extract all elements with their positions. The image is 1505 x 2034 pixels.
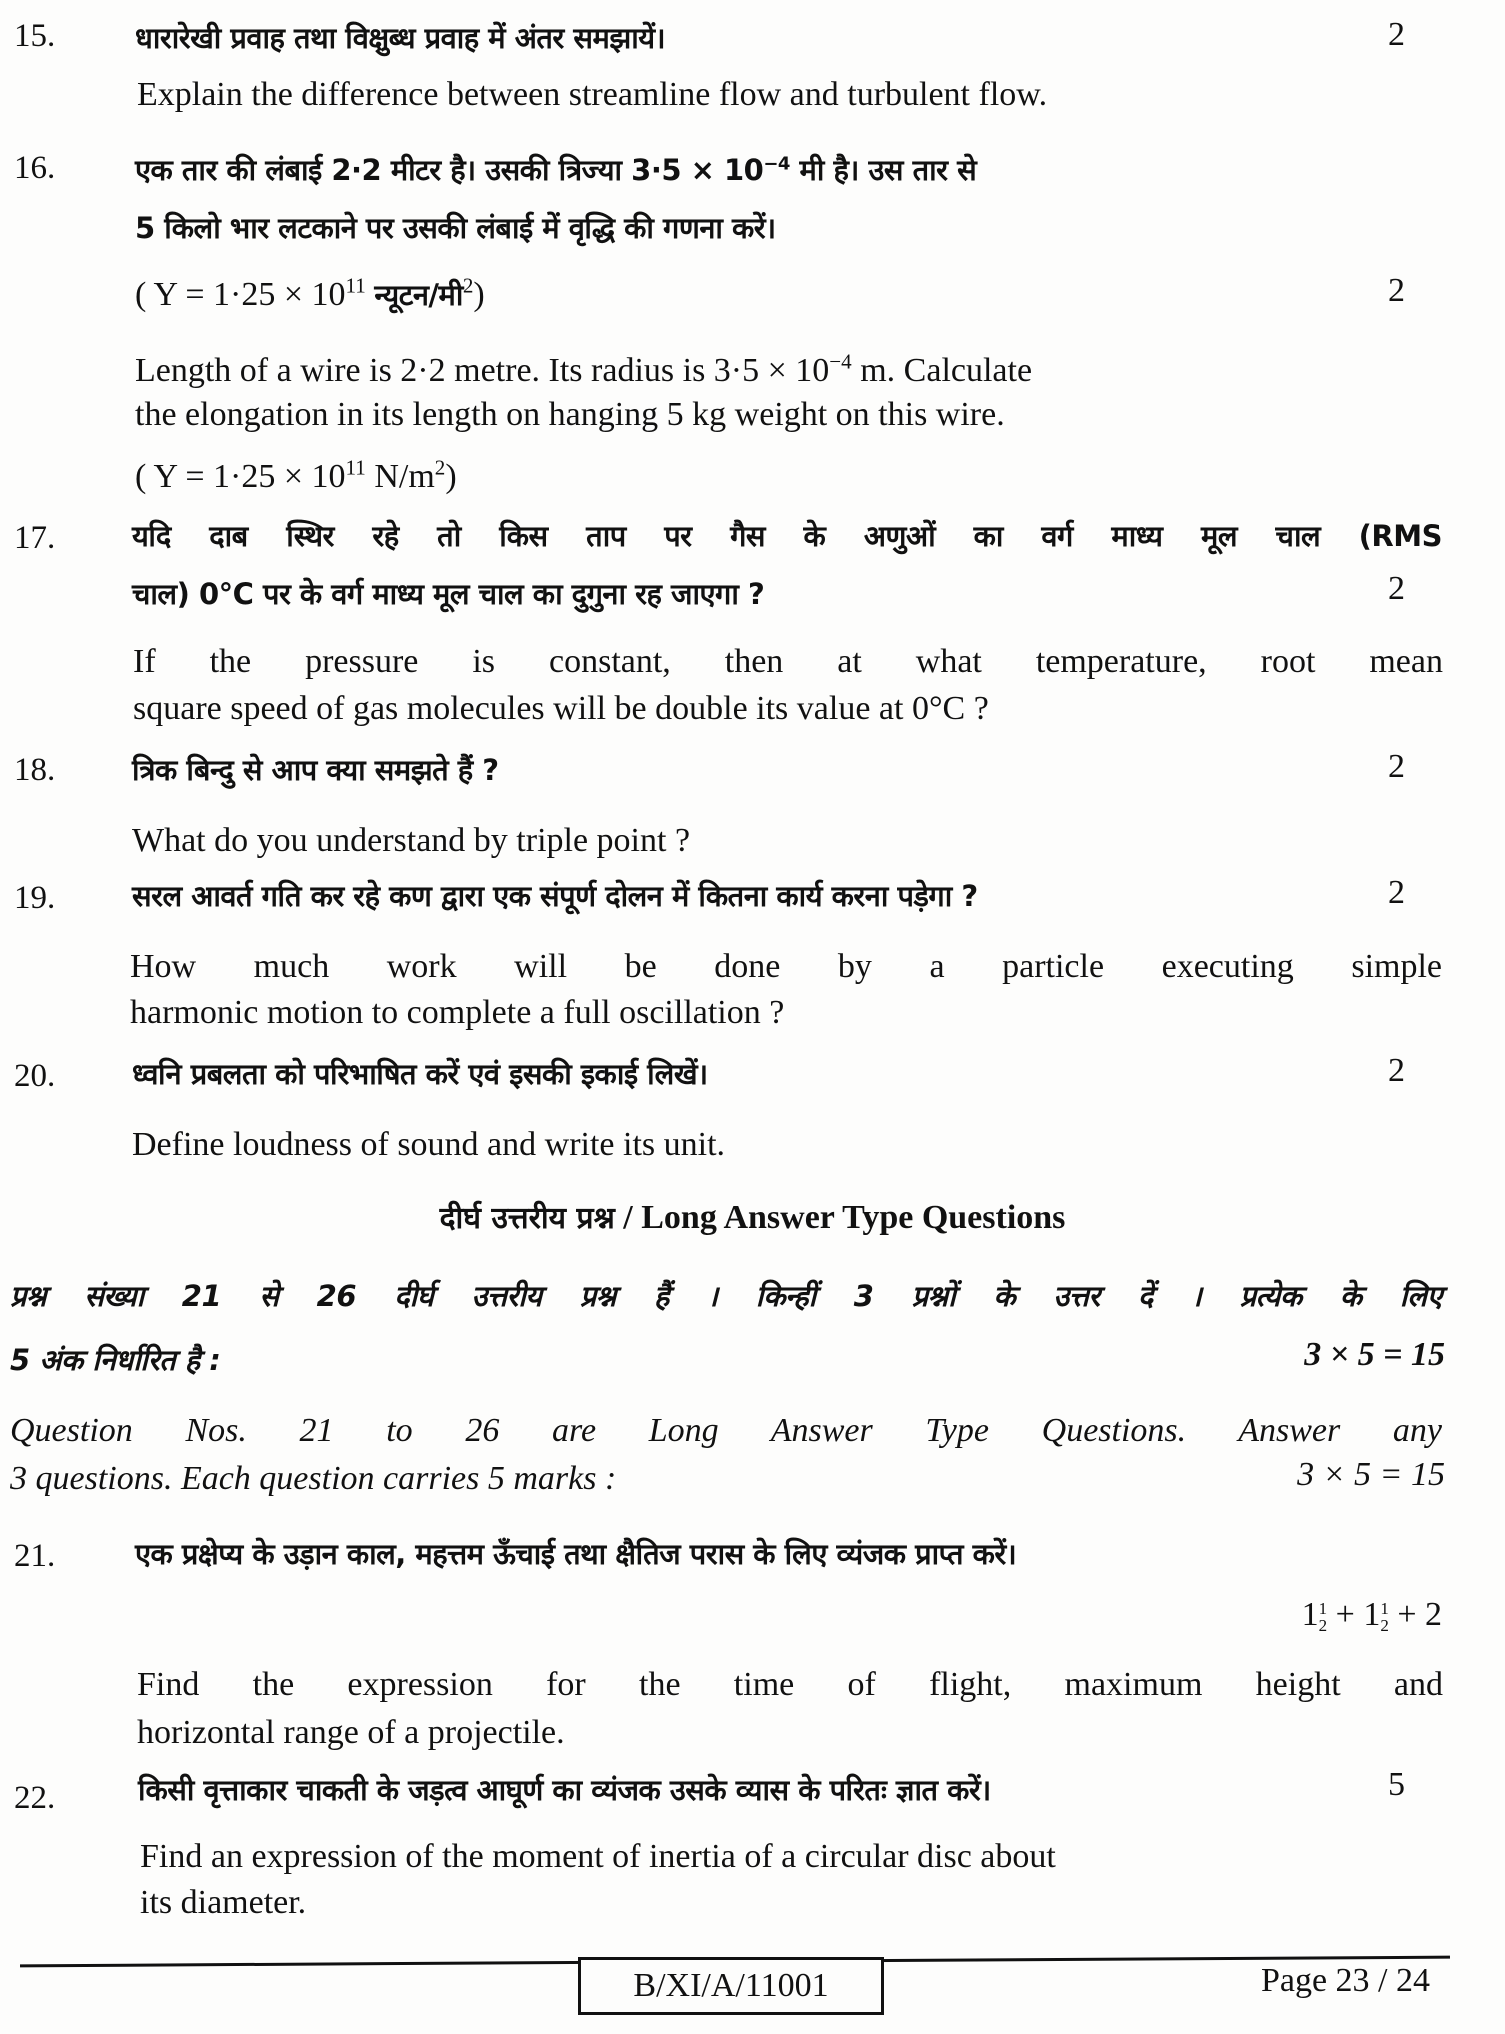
exponent: −4 [829,349,852,374]
question-21-english-line2: horizontal range of a projectile. [137,1714,565,1751]
exponent: 2 [434,455,446,480]
question-16-english-given [135,455,457,496]
question-21-hindi: एक प्रक्षेप्य के उड़ान काल, महत्तम ऊँचाई तथा क्षैतिज परास के लिए व्यंजक प्राप्त करें। [135,1537,1017,1571]
fraction-numerator: 1 [1318,1599,1328,1619]
exponent: 2 [462,273,474,298]
marks-whole: 1 [1363,1596,1381,1633]
paper-code-box: B/XI/A/11001 [578,1957,884,2015]
question-19-number: 19. [14,880,56,916]
question-16-hindi-line1-text: एक तार की लंबाई 2·2 मीटर है। उसकी त्रिज्या 3·5 × 10 [135,153,764,187]
fraction-denominator: 2 [1318,1616,1328,1636]
marks-whole: 1 [1301,1596,1319,1633]
section-heading-english: Long Answer Type Questions [641,1199,1066,1236]
question-16-number: 16. [14,150,56,186]
question-22-hindi: किसी वृत्ताकार चाकती के जड़त्व आघूर्ण का व्यंजक उसके व्यास के परितः ज्ञात करें। [138,1773,991,1807]
question-22-number: 22. [14,1780,56,1816]
question-16-english-line2: the elongation in its length on hanging 5 kg weight on this wire. [135,396,1005,433]
question-22-english-line1: Find an expression of the moment of inertia of a circular disc about [140,1838,1056,1875]
question-17-english-line2: square speed of gas molecules will be double its value at 0°C ? [133,690,989,727]
question-16-hindi-given [135,275,485,314]
instruction-hindi-marks: 3 × 5 = 15 [1304,1336,1445,1373]
page-number: Page 23 / 24 [1260,1962,1430,1999]
marks-whole: 2 [1425,1596,1442,1633]
question-20-hindi: ध्वनि प्रबलता को परिभाषित करें एवं इसकी इकाई लिखें। [132,1057,708,1091]
instruction-english-marks: 3 × 5 = 15 [1297,1456,1445,1493]
plus: + [1388,1596,1425,1633]
instruction-hindi-line1: प्रश्न संख्या 21 से 26 दीर्घ उत्तरीय प्रश्न हैं । किन्हीं 3 प्रश्नों के उत्तर दें । प्रत्येक के लिए [10,1279,1442,1313]
question-16-hindi-line1-tail: मी है। उस तार से [799,153,977,187]
english-line1-tail: m. Calculate [860,352,1033,389]
fraction-numerator: 1 [1380,1599,1389,1619]
section-heading-hindi: दीर्घ उत्तरीय प्रश्न [439,1201,615,1236]
question-15-english: Explain the difference between streamline flow and turbulent flow. [137,76,1048,113]
question-16-marks: 2 [1388,272,1405,309]
question-19-english-line1: How much work will be done by a particle executing simple [130,948,1442,985]
fraction [1319,1600,1328,1634]
given-close: ) [473,276,485,313]
instruction-english-line2: 3 questions. Each question carries 5 marks : [10,1460,617,1497]
question-20-number: 20. [14,1058,56,1094]
question-18-marks: 2 [1388,748,1405,785]
exponent: −4 [763,153,790,175]
fraction-denominator: 2 [1380,1616,1389,1636]
question-20-english: Define loudness of sound and write its unit. [132,1126,726,1163]
plus: + [1327,1596,1364,1633]
question-15-hindi: धारारेखी प्रवाह तथा विक्षुब्ध प्रवाह में अंतर समझायें। [135,21,666,55]
question-20-marks: 2 [1388,1052,1405,1089]
question-18-number: 18. [14,752,56,788]
question-17-marks: 2 [1388,570,1405,607]
question-18-hindi: त्रिक बिन्दु से आप क्या समझते हैं ? [132,753,499,787]
question-22-marks: 5 [1388,1766,1405,1803]
question-17-number: 17. [14,520,56,556]
question-22-english-line2: its diameter. [140,1884,307,1921]
question-16-hindi-line1 [135,150,976,189]
question-15-marks: 2 [1388,16,1405,53]
question-17-hindi-line2: चाल) 0°C पर के वर्ग माध्य मूल चाल का दुगुना रह जाएगा ? [132,577,765,611]
question-19-english-line2: harmonic motion to complete a full oscillation ? [130,994,785,1031]
exponent: 11 [345,273,366,298]
section-heading-separator: / [614,1199,642,1236]
given-close: ) [445,458,457,495]
instruction-hindi-line2: 5 अंक निर्धारित है : [10,1343,221,1377]
section-heading [0,1196,1505,1237]
question-15-number: 15. [14,18,56,54]
question-19-marks: 2 [1388,874,1405,911]
given-prefix: ( Y = 1·25 × 10 [135,458,346,495]
question-19-hindi: सरल आवर्त गति कर रहे कण द्वारा एक संपूर्ण दोलन में कितना कार्य करना पड़ेगा ? [132,879,978,913]
question-18-english: What do you understand by triple point ? [132,822,691,859]
question-16-english-line1 [135,349,1033,390]
question-21-marks [1302,1596,1442,1634]
instruction-english-line1: Question Nos. 21 to 26 are Long Answer Type Questions. Answer any [10,1412,1442,1449]
english-line1-text: Length of a wire is 2·2 metre. Its radius is 3·5 × 10 [135,352,830,389]
exponent: 11 [345,455,366,480]
question-21-english-line1: Find the expression for the time of flight, maximum height and [137,1666,1443,1703]
question-17-hindi-line1: यदि दाब स्थिर रहे तो किस ताप पर गैस के अणुओं का वर्ग माध्य मूल चाल (RMS [132,519,1442,553]
given-prefix: ( Y = 1·25 × 10 [135,276,346,313]
given-unit: N/m [374,458,435,495]
question-17-english-line1: If the pressure is constant, then at what temperature, root mean [133,643,1443,680]
given-unit: न्यूटन/मी [374,278,463,312]
question-16-hindi-line2: 5 किलो भार लटकाने पर उसकी लंबाई में वृद्धि की गणना करें। [135,211,776,245]
question-21-number: 21. [14,1538,56,1574]
fraction [1380,1600,1389,1634]
